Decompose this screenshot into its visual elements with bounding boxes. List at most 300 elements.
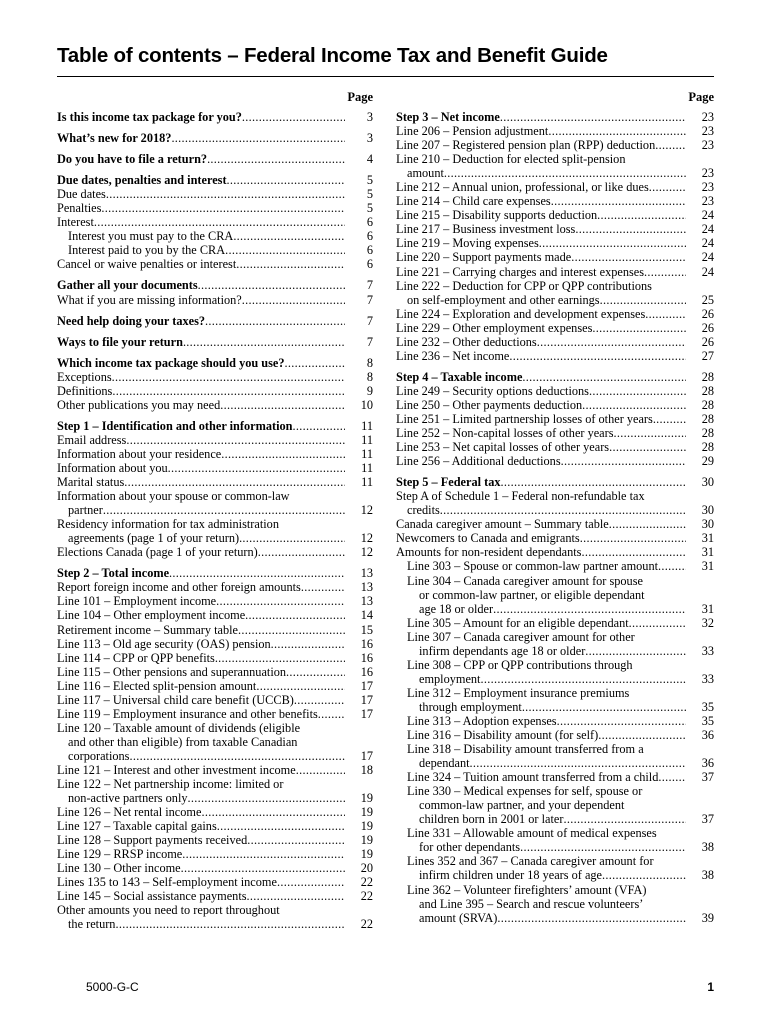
toc-entry [396,686,714,700]
toc-entry-page: 28 [701,369,714,384]
toc-entry-page: 19 [360,819,373,834]
toc-entry-page: 28 [701,411,714,426]
dot-leader [221,447,345,461]
toc-entry-text: Line 101 – Employment income [57,594,217,609]
toc-entry [396,412,714,426]
toc-entry-page: 24 [701,208,714,223]
dot-leader [242,110,345,124]
toc-entry-page: 9 [366,383,373,398]
toc-entry [396,489,714,503]
toc-entry-text: Cancel or waive penalties or interest [57,257,237,272]
toc-entry-page: 11 [361,418,373,433]
dot-leader [183,335,345,349]
dot-leader [171,131,345,145]
dot-leader [247,889,345,903]
toc-entry [396,574,714,588]
dot-leader [256,679,345,693]
toc-entry-text: Elections Canada (page 1 of your return) [57,545,258,560]
toc-entry [396,742,714,756]
dot-leader [181,861,345,875]
toc-entry-page: 18 [360,762,373,777]
toc-entry-text: Line 316 – Disability amount (for self) [407,728,599,743]
toc-entry [396,180,714,194]
toc-entry-page: 13 [360,594,373,609]
dot-leader [551,194,686,208]
dot-leader [220,398,345,412]
toc-entry [396,840,714,854]
dot-leader [258,545,345,559]
toc-entry-text: Which income tax package should you use? [57,355,285,370]
toc-entry [57,777,373,791]
dot-leader [585,644,686,658]
toc-entry-text: or common-law partner, or eligible dependant [419,587,645,602]
dot-leader [470,756,686,770]
toc-entry-page: 31 [701,545,714,560]
dot-leader [645,307,686,321]
toc-entry [57,608,373,622]
dot-leader [497,911,686,925]
dot-leader [480,672,686,686]
toc-entry-text: Line 252 – Non-capital losses of other years [396,426,614,441]
toc-entry [57,566,373,580]
toc-entry [57,749,373,763]
toc-entry-text: Line 307 – Canada caregiver amount for other [407,629,635,644]
toc-entry-text: Residency information for tax administration [57,517,279,532]
dot-leader [227,173,345,187]
toc-entry [396,321,714,335]
toc-left-list [57,110,373,932]
toc-entry-page: 23 [701,194,714,209]
toc-entry-page: 19 [360,847,373,862]
toc-entry-text: Information about your residence [57,446,222,461]
toc-entry [57,903,373,917]
toc-entry-page: 36 [701,728,714,743]
dot-leader [236,257,345,271]
toc-entry-text: corporations [68,748,130,763]
toc-entry-text: Amounts for non-resident dependants [396,545,582,560]
toc-entry-page: 30 [701,475,714,490]
dot-leader [112,370,345,384]
toc-entry-text: Retirement income – Summary table [57,622,238,637]
dot-leader [301,580,345,594]
form-code: 5000-G-C [86,980,139,994]
toc-entry [57,833,373,847]
toc-entry-page: 17 [360,748,373,763]
toc-entry-text: Line 250 – Other payments deduction [396,397,583,412]
dot-leader [649,180,686,194]
toc-entry-page: 16 [360,636,373,651]
page-number: 1 [707,980,714,994]
toc-entry-text: Newcomers to Canada and emigrants [396,531,580,546]
toc-entry-text: Line 115 – Other pensions and superannuation [57,664,287,679]
toc-entry-text: Lines 135 to 143 – Self-employment income [57,875,277,890]
toc-entry-text: Line 229 – Other employment expenses [396,320,593,335]
dot-leader [215,651,345,665]
toc-entry [57,152,373,166]
toc-entry [57,665,373,679]
toc-entry [57,735,373,749]
toc-entry-page: 4 [366,152,373,167]
toc-entry [396,728,714,742]
dot-leader [296,763,345,777]
toc-entry [396,440,714,454]
toc-entry [396,279,714,293]
toc-entry-page: 5 [366,201,373,216]
toc-entry [57,243,373,257]
toc-entry-text: Gather all your documents [57,278,198,293]
toc-entry-page: 6 [366,243,373,258]
toc-entry-page: 23 [701,166,714,181]
dot-leader [658,559,686,573]
toc-entry [396,770,714,784]
toc-entry [57,356,373,370]
dot-leader [245,608,345,622]
dot-leader [238,623,345,637]
toc-entry [57,257,373,271]
toc-entry-text: common-law partner, and your dependent [419,798,625,813]
toc-entry-page: 17 [360,692,373,707]
dot-leader [629,616,686,630]
toc-entry-text: Line 251 – Limited partnership losses of other years [396,411,653,426]
toc-entry-text: Line 304 – Canada caregiver amount for spouse [407,573,643,588]
toc-entry-text: Information about your spouse or common-law [57,489,290,504]
toc-entry-page: 23 [701,180,714,195]
toc-entry-page: 33 [701,671,714,686]
dot-leader [115,917,345,931]
dot-leader [169,566,345,580]
toc-entry [396,798,714,812]
toc-entry [57,721,373,735]
toc-entry-page: 19 [360,805,373,820]
toc-entry [396,658,714,672]
dot-leader [205,314,345,328]
toc-entry-page: 8 [366,355,373,370]
dot-leader [103,503,345,517]
dot-leader [182,847,345,861]
toc-entry [396,714,714,728]
toc-entry-text: Line 222 – Deduction for CPP or QPP contributions [396,278,652,293]
dot-leader [644,265,686,279]
toc-entry-text: Line 253 – Net capital losses of other years [396,440,610,455]
toc-entry-page: 13 [360,566,373,581]
toc-entry-page: 22 [360,917,373,932]
toc-entry-page: 31 [701,601,714,616]
dot-leader [271,637,345,651]
dot-leader [581,545,686,559]
toc-entry-page: 30 [701,517,714,532]
page-column-header: Page [688,90,714,104]
toc-entry [57,110,373,124]
toc-entry [396,630,714,644]
toc-entry-text: Line 207 – Registered pension plan (RPP) deduction [396,138,656,153]
toc-entry [57,447,373,461]
dot-leader [501,475,686,489]
toc-entry-text: Information about you [57,460,168,475]
toc-entry [396,166,714,180]
toc-entry [396,208,714,222]
toc-entry-text: Line 312 – Employment insurance premiums [407,685,630,700]
toc-entry [396,384,714,398]
toc-entry-text: Line 330 – Medical expenses for self, spouse or [407,784,643,799]
toc-entry-text: Email address [57,432,127,447]
toc-entry-page: 24 [701,264,714,279]
toc-entry-text: Line 318 – Disability amount transferred from a [407,742,644,757]
toc-entry-page: 28 [701,426,714,441]
toc-entry-text: Need help doing your taxes? [57,313,206,328]
dot-leader [440,503,686,517]
toc-entry-text: Line 217 – Business investment loss [396,222,576,237]
toc-entry-text: amount (SRVA) [419,910,498,925]
dot-leader [277,875,345,889]
toc-entry-page: 25 [701,292,714,307]
toc-entry-text: Step 2 – Total income [57,566,170,581]
dot-leader [286,665,345,679]
dot-leader [653,412,686,426]
toc-entry-page: 27 [701,348,714,363]
dot-leader [239,531,345,545]
dot-leader [614,426,686,440]
title-rule [57,76,714,77]
toc-entry [57,594,373,608]
dot-leader [318,707,345,721]
dot-leader [571,250,686,264]
toc-entry-text: Line 116 – Elected split-pension amount [57,678,257,693]
dot-leader [294,693,345,707]
toc-entry [57,229,373,243]
toc-entry-page: 11 [361,475,373,490]
dot-leader [509,349,686,363]
toc-entry-page: 37 [701,812,714,827]
dot-leader [292,419,345,433]
toc-entry-page: 8 [366,369,373,384]
dot-leader [112,384,345,398]
toc-entry-text: Line 145 – Social assistance payments [57,889,247,904]
toc-entry [396,222,714,236]
toc-entry-text: Line 130 – Other income [57,861,181,876]
dot-leader [207,152,345,166]
toc-entry-page: 26 [701,334,714,349]
toc-entry-text: children born in 2001 or later [419,812,564,827]
toc-entry-page: 19 [360,791,373,806]
toc-entry-text: Line 206 – Pension adjustment [396,124,549,139]
toc-entry [396,826,714,840]
dot-leader [124,475,345,489]
toc-entry-page: 10 [360,397,373,412]
toc-entry [57,819,373,833]
dot-leader [201,805,345,819]
toc-entry-page: 20 [360,861,373,876]
toc-entry-page: 24 [701,250,714,265]
toc-entry-page: 12 [360,545,373,560]
dot-leader [126,433,345,447]
dot-leader [242,293,345,307]
toc-entry [396,335,714,349]
toc-entry [57,651,373,665]
toc-entry-page: 23 [701,110,714,124]
toc-entry-text: Line 331 – Allowable amount of medical expenses [407,826,657,841]
dot-leader [655,138,686,152]
toc-entry-text: Line 215 – Disability supports deduction [396,208,598,223]
toc-entry [396,531,714,545]
toc-entry [57,419,373,433]
toc-entry-page: 12 [360,503,373,518]
dot-leader [247,833,345,847]
toc-entry-text: Line 256 – Additional deductions [396,454,561,469]
toc-entry-page: 38 [701,840,714,855]
toc-entry-text: Due dates [57,187,106,202]
toc-entry [57,679,373,693]
toc-entry-text: Canada caregiver amount – Summary table [396,517,609,532]
toc-entry-text: Other publications you may need [57,397,221,412]
toc-entry [396,370,714,384]
toc-entry-text: Line 113 – Old age security (OAS) pension [57,636,271,651]
toc-entry-text: Marital status [57,475,125,490]
toc-entry [396,124,714,138]
toc-entry-page: 28 [701,397,714,412]
dot-leader [225,243,345,257]
toc-entry-text: Exceptions [57,369,112,384]
toc-entry [57,173,373,187]
toc-entry [396,616,714,630]
toc-entry [396,812,714,826]
toc-entry-page: 7 [366,292,373,307]
toc-entry [57,693,373,707]
toc-entry-text: employment [419,671,481,686]
dot-leader [600,293,686,307]
toc-entry [57,370,373,384]
toc-entry [57,131,373,145]
toc-entry [57,503,373,517]
toc-entry-page: 35 [701,699,714,714]
toc-entry-text: non-active partners only [68,791,188,806]
toc-entry-text: Line 210 – Deduction for elected split-pension [396,152,626,167]
toc-entry-page: 14 [360,608,373,623]
dot-leader [557,714,686,728]
toc-entry-text: Other amounts you need to report throughout [57,903,280,918]
dot-leader [168,461,345,475]
toc-entry-text: Step A of Schedule 1 – Federal non-refundable tax [396,489,645,504]
toc-entry-page: 17 [360,678,373,693]
toc-entry-page: 19 [360,833,373,848]
toc-entry [396,588,714,602]
toc-entry [396,897,714,911]
toc-entry-page: 7 [366,278,373,293]
toc-entry-page: 37 [701,770,714,785]
toc-entry-text: Line 117 – Universal child care benefit (UCCB) [57,692,294,707]
toc-entry-page: 3 [366,131,373,146]
dot-leader [539,236,686,250]
toc-entry-text: Line 121 – Interest and other investment income [57,762,296,777]
toc-entry [396,138,714,152]
toc-entry-page: 23 [701,138,714,153]
toc-entry-page: 5 [366,187,373,202]
toc-entry-text: Step 4 – Taxable income [396,369,523,384]
toc-entry [57,293,373,307]
dot-leader [493,602,686,616]
toc-entry [57,201,373,215]
toc-entry-text: Line 219 – Moving expenses [396,236,539,251]
toc-entry [396,475,714,489]
dot-leader [589,384,686,398]
toc-entry [57,861,373,875]
dot-leader [217,819,345,833]
toc-entry [396,236,714,250]
toc-entry-text: Line 308 – CPP or QPP contributions through [407,657,633,672]
toc-entry-page: 28 [701,440,714,455]
toc-entry-page: 28 [701,383,714,398]
dot-leader [561,454,686,468]
toc-entry [396,426,714,440]
toc-entry-page: 24 [701,222,714,237]
toc-entry-page: 7 [366,313,373,328]
toc-entry [57,489,373,503]
toc-entry-page: 16 [360,650,373,665]
toc-entry-text: Line 127 – Taxable capital gains [57,819,217,834]
toc-entry-page: 3 [366,110,373,124]
toc-entry-text: Line 214 – Child care expenses [396,194,551,209]
toc-entry-text: Due dates, penalties and interest [57,173,227,188]
toc-entry-page: 38 [701,868,714,883]
toc-entry [396,883,714,897]
toc-entry-text: Line 122 – Net partnership income: limited or [57,777,284,792]
toc-entry-text: on self-employment and other earnings [407,292,600,307]
dot-leader [444,166,686,180]
toc-entry-text: Line 232 – Other deductions [396,334,537,349]
toc-entry [57,545,373,559]
dot-leader [580,531,686,545]
toc-entry [57,889,373,903]
toc-entry-page: 6 [366,229,373,244]
toc-entry [57,215,373,229]
toc-entry [396,110,714,124]
toc-entry-text: partner [68,503,103,518]
toc-entry [57,314,373,328]
toc-entry-page: 31 [701,531,714,546]
toc-entry-text: Line 305 – Amount for an eligible dependant [407,615,629,630]
dot-leader [609,440,686,454]
toc-entry-page: 23 [701,124,714,139]
toc-entry-text: for other dependants [419,840,521,855]
dot-leader [575,222,686,236]
toc-entry-text: Line 221 – Carrying charges and interest expenses [396,264,645,279]
toc-entry-page: 24 [701,236,714,251]
toc-entry-page: 32 [701,615,714,630]
toc-entry-text: Line 119 – Employment insurance and other benefits [57,706,318,721]
toc-entry [396,194,714,208]
page-title: Table of contents – Federal Income Tax and Benefit Guide [57,44,608,67]
toc-entry-text: and Line 395 – Search and rescue volunteers’ [419,896,644,911]
toc-entry-text: Line 128 – Support payments received [57,833,248,848]
toc-entry [396,854,714,868]
toc-entry [57,875,373,889]
dot-leader [106,187,345,201]
toc-entry-text: the return [68,917,116,932]
toc-entry-text: infirm dependants age 18 or older [419,643,586,658]
toc-entry [57,623,373,637]
toc-entry [57,847,373,861]
toc-entry [57,187,373,201]
toc-entry [57,461,373,475]
toc-entry-page: 22 [360,889,373,904]
toc-entry-text: What’s new for 2018? [57,131,172,146]
toc-entry-page: 11 [361,446,373,461]
toc-entry-text: Line 303 – Spouse or common-law partner amount [407,559,659,574]
page-column-header: Page [347,90,373,104]
dot-leader [129,749,345,763]
toc-entry [57,763,373,777]
toc-entry-text: Do you have to file a return? [57,152,208,167]
dot-leader [609,517,686,531]
